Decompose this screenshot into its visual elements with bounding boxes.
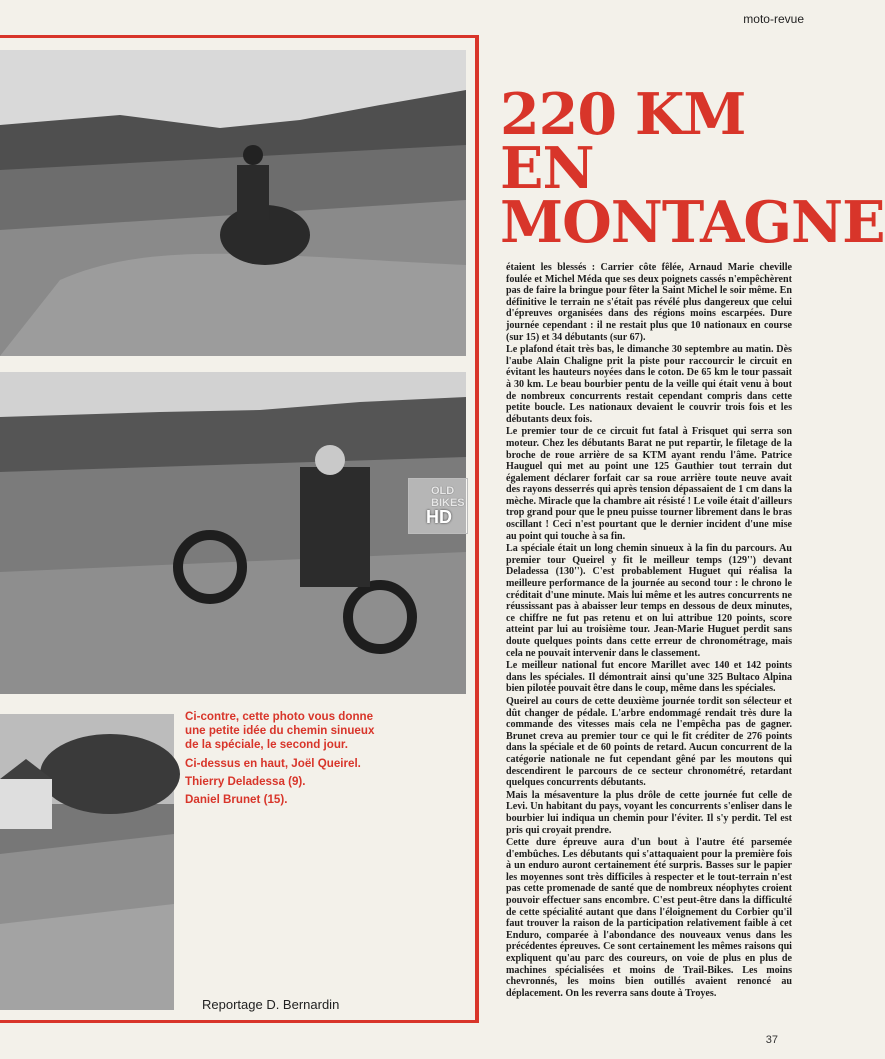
magazine-masthead: moto-revue	[743, 12, 804, 26]
frame-right-border	[475, 35, 479, 1023]
headline-line-1: 220 KM	[500, 81, 746, 148]
headline-line-2: EN	[500, 135, 594, 202]
watermark-top-text: OLD BIKES	[431, 485, 465, 509]
caption-line: Daniel Brunet (15).	[185, 793, 288, 807]
article-paragraph: Le plafond était très bas, le dimanche 30 septembre au matin. Dès l'aube Alain Chaligne prit la piste pour raccourcir le circuit en évitant les hauteurs noyées dans le coton. De 65 km le tour passait à 30 km. Le beau bourbier pentu de la veille qui était venu à bout de nombreux concurrents restait cependant compris dans cette petite boucle. Les nationaux devaient le couvrir trois fois et les débutants deux fois.	[506, 344, 792, 425]
article-paragraph: Le meilleur national fut encore Marillet avec 140 et 142 points dans les spéciales. Il démontrait ainsi qu'une 325 Bultaco Alpina bien pilotée pouvait être dans le coup, même dans les spéciales.	[506, 660, 792, 695]
caption-line: Ci-dessus en haut, Joël Queirel.	[185, 756, 361, 770]
frame-top-border	[0, 35, 478, 38]
photo-caption	[185, 710, 375, 811]
photo-queirel	[0, 50, 466, 356]
article-paragraph: Mais la mésaventure la plus drôle de cette journée fut celle de Levi. Un habitant du pays, voyant les concurrents s'enliser dans le bourbier lui indiqua un chemin pour l'éviter. Il s'y perdit. Tel est pris qui croyait prendre.	[506, 789, 792, 836]
photo-special-stage-path	[0, 714, 174, 1010]
watermark-hd-text: HD	[426, 507, 452, 527]
article-paragraph: Queirel au cours de cette deuxième journée tordit son sélecteur et dût changer de pédale. L'arbre endommagé rendait très dure la commande des vitesses mais cela ne l'empêcha pas de gagner. Brunet creva au premier tour ce qui le fit créditer de 276 points dans la spéciale et de 60 points de retard. Aucun concurrent de la catégorie nationale ne fut cependant gêné par les moutons qui descendirent le parcours de ce secteur chronométré, retardant quelques concurrents débutants.	[506, 695, 792, 789]
article-body	[506, 262, 792, 1032]
page-number: 37	[765, 1034, 778, 1046]
caption-line: Ci-contre, cette photo vous donne une petite idée du chemin sinueux de la spéciale, le second jour.	[185, 710, 375, 752]
caption-line: Thierry Deladessa (9).	[185, 774, 306, 788]
watermark-logo	[408, 478, 468, 534]
frame-bottom-border	[0, 1020, 479, 1023]
article-paragraph: Cette dure épreuve aura d'un bout à l'autre été parsemée d'embûches. Les débutants qui s'attaquaient pour la première fois à un enduro auront certainement été surpris. Basses sur le papier les moyennes sont très difficiles à respecter et le tout-terrain n'est pas cette promenade de santé que de nombreux néophytes croient pouvoir effectuer sans encombre. C'est peut-être dans la difficulté de cette spécialité autant que dans l'éloignement du Corbier qu'il faut trouver la raison de la participation relativement faible à cet Enduro, comparée à l'abondance des nouveaux venus dans les précédentes épreuves. Ce sont certainement les mêmes raisons qui expliquent qu'au parc des coureurs, on voie de plus en plus de machines spécialisées et moins de Trail-Bikes. Les moins chevronnés, les moins bien outillés avaient renoncé au déplacement. On les reverra sans doute à Troyes.	[506, 837, 792, 999]
photo-credit: Reportage D. Bernardin	[202, 997, 340, 1012]
article-paragraph: étaient les blessés : Carrier côte fêlée, Arnaud Marie cheville foulée et Michel Méda que ses deux poignets cassés n'empêchèrent pas de faire la bringue pour fêter la Saint Michel le soir même. En définitive le terrain ne s'était pas révélé plus dangereux que celui d'épreuves organisées dans des régions moins escarpées. Dure journée cependant : il ne restait plus que 10 nationaux en course (sur 15) et 34 débutants (sur 67).	[506, 262, 792, 343]
article-headline	[500, 81, 885, 256]
article-paragraph: Le premier tour de ce circuit fut fatal à Frisquet qui serra son moteur. Chez les débutants Barat ne put repartir, le filetage de la broche de roue arrière de sa KTM ayant rendu l'âme. Patrice Hauguel qui met au point une 125 Gauthier tout terrain dut également déclarer forfait car sa roue arrière toute neuve avait des rayons desserrés qui après tension dépassaient de 1 cm dans la mèche. Miracle que la chambre ait résisté ! Le voile était d'ailleurs trop grand pour que le pneu puisse tourner librement dans le bras oscillant ! Ceci n'est pourtant que le dernier incident d'une mise au point qui touche à sa fin.	[506, 426, 792, 542]
photo-deladessa	[0, 372, 466, 694]
article-paragraph: La spéciale était un long chemin sinueux à la fin du parcours. Au premier tour Queirel y fit le meilleur temps (129'') devant Deladessa (130''). C'est probablement Huguet qui réalisa la meilleure performance de la journée au second tour : le chrono le créditait d'une minute. Mais lui même et les autres concurrents ne réussissant pas à abaisser leur temps en dessous de deux minutes, ce chiffre ne fut pas retenu et on lui attribue 120 points, score atteint par lui au troisième tour. Jean-Marie Huguet perdit sans doute quelques points dans cette erreur de chronométrage, mais cela ne pouvait intervenir dans le classement.	[506, 543, 792, 659]
headline-line-3: MONTAGNE	[500, 189, 885, 256]
